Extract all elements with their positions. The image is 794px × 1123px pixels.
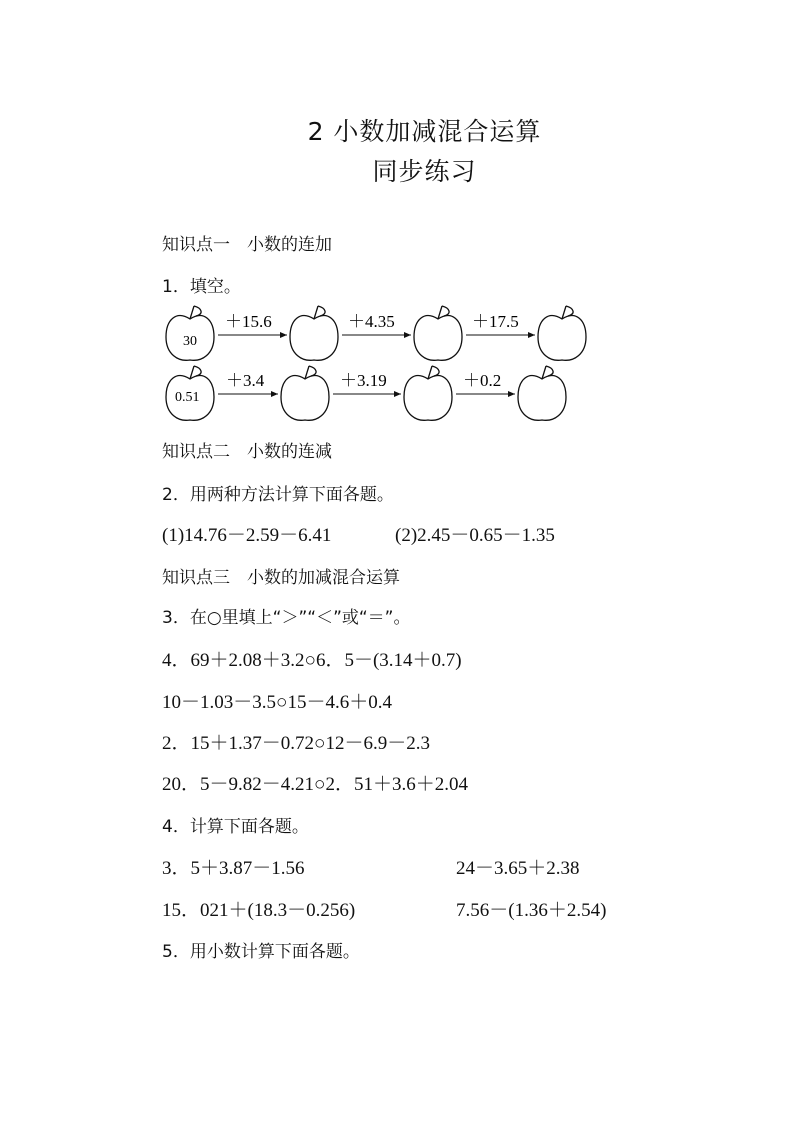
- calculation-item: 3．5＋3.87－1.56: [162, 858, 305, 879]
- calculation-item: 15．021＋(18.3－0.256): [162, 900, 356, 921]
- apple-chain-diagram: [0, 300, 794, 430]
- question-5-prompt: 5．用小数计算下面各题。: [162, 942, 360, 962]
- operation-label: ＋4.35: [348, 312, 395, 331]
- comparison-line: 20．5－9.82－4.21○2．51＋3.6＋2.04: [162, 774, 468, 795]
- comparison-line: 2．15＋1.37－0.72○12－6.9－2.3: [162, 733, 430, 754]
- question-2-item-1: (1)14.76－2.59－6.41: [162, 525, 332, 546]
- page-subtitle: 同步练习: [372, 157, 477, 186]
- comparison-line: 10－1.03－3.5○15－4.6＋0.4: [162, 692, 392, 713]
- apple-icon: [538, 306, 586, 360]
- operation-label: ＋3.19: [340, 371, 387, 390]
- section-heading-2: 知识点二 小数的连减: [162, 442, 332, 462]
- page-title: 2 小数加减混合运算: [307, 117, 542, 146]
- apple-icon: [281, 366, 329, 420]
- operation-label: ＋15.6: [225, 312, 272, 331]
- apple-icon: [404, 366, 452, 420]
- question-1-prompt: 1．填空。: [162, 277, 241, 297]
- apple-icon: [290, 306, 338, 360]
- section-heading-3: 知识点三 小数的加减混合运算: [162, 568, 400, 588]
- operation-label: ＋3.4: [226, 371, 265, 390]
- comparison-line: 4．69＋2.08＋3.2○6．5－(3.14＋0.7): [162, 650, 462, 671]
- section-heading-1: 知识点一 小数的连加: [162, 235, 332, 255]
- operation-label: ＋17.5: [472, 312, 519, 331]
- apple-icon: [414, 306, 462, 360]
- question-2-item-2: (2)2.45－0.65－1.35: [395, 525, 555, 546]
- calculation-item: 7.56－(1.36＋2.54): [456, 900, 607, 921]
- apple-start-value-2[interactable]: 0.51: [175, 390, 200, 405]
- operation-label: ＋0.2: [463, 371, 502, 390]
- question-4-prompt: 4．计算下面各题。: [162, 817, 309, 837]
- calculation-item: 24－3.65＋2.38: [456, 858, 580, 879]
- apple-icon: [518, 366, 566, 420]
- question-3-prompt: 3．在○里填上“＞”“＜”或“＝”。: [162, 608, 411, 628]
- apple-start-value-1[interactable]: 30: [183, 334, 197, 349]
- question-2-prompt: 2．用两种方法计算下面各题。: [162, 485, 394, 505]
